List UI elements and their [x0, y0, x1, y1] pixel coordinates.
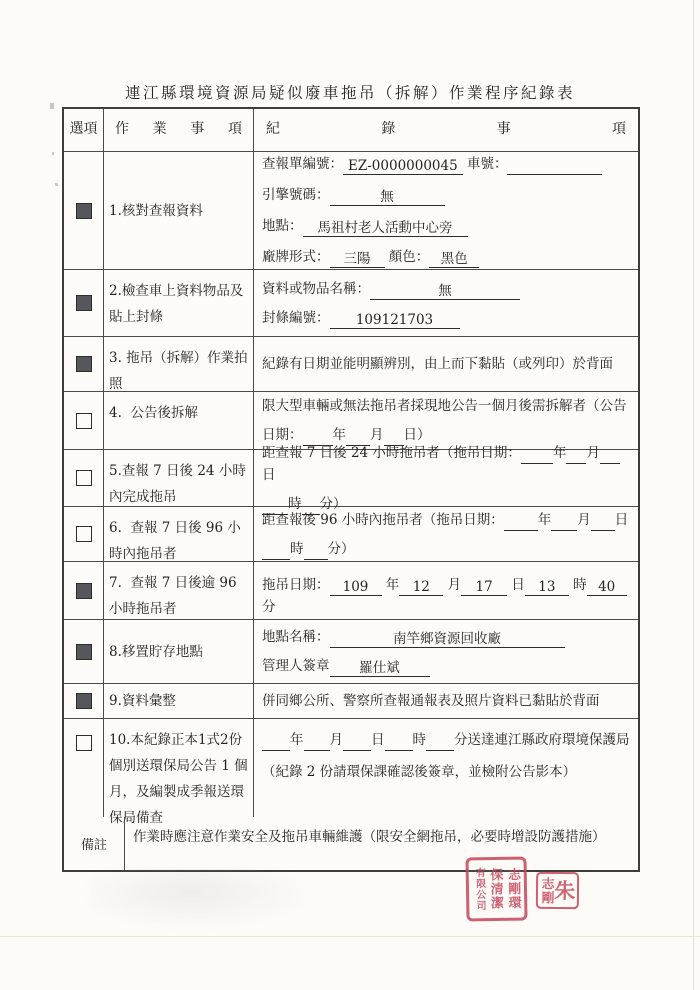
blank-underline-field	[304, 736, 330, 751]
record-value-underlined: 無	[330, 186, 445, 206]
blank-underline-field	[426, 736, 454, 751]
record-line	[262, 442, 632, 486]
record-text: 日	[507, 577, 525, 593]
record-line	[262, 761, 632, 783]
record-value-underlined: 13	[525, 576, 569, 596]
record-text: 封條編號：	[262, 309, 330, 326]
record-cell	[254, 270, 638, 336]
task-cell	[104, 270, 254, 336]
record-line	[262, 184, 632, 206]
record-text: 查報單編號：	[262, 156, 343, 172]
scan-paper-edge-horizontal	[0, 936, 700, 937]
seal-stamp-text: 志剛	[538, 876, 554, 905]
record-text: 月	[577, 511, 591, 528]
record-value-underlined: 黑色	[429, 248, 479, 268]
company-seal-stamp	[465, 856, 527, 921]
seal-stamp-text: 朱	[554, 877, 576, 904]
option-cell	[64, 507, 104, 561]
record-text: 月	[329, 732, 343, 748]
record-cell	[254, 444, 638, 512]
record-value-underlined: 無	[370, 280, 520, 300]
remarks-label: 備註	[64, 817, 125, 870]
remarks-row	[64, 817, 638, 870]
blank-underline-field	[591, 516, 615, 531]
blank-underline-field	[521, 449, 553, 464]
scan-noise	[88, 868, 318, 930]
record-text: 月	[586, 444, 600, 461]
record-text: 廠牌形式：	[262, 249, 330, 265]
procedure-record-table	[62, 107, 640, 872]
record-text: 管理人簽章	[262, 658, 330, 674]
record-text: 日）	[403, 427, 431, 443]
task-label: 9.資料彙整	[109, 693, 176, 709]
blank-underline-field	[600, 449, 620, 464]
record-text: 顏色：	[384, 249, 430, 265]
table-row	[64, 507, 638, 562]
checkbox-checked	[76, 295, 92, 311]
task-label: 8.移置貯存地點	[109, 643, 203, 660]
record-value-underlined: EZ-0000000045	[343, 155, 463, 175]
record-cell	[254, 337, 638, 391]
task-cell	[104, 152, 254, 269]
record-text: 拖吊日期：	[262, 577, 330, 593]
task-cell	[104, 507, 254, 561]
task-label: 5.查報 7 日後 24 小時內完成拖吊	[109, 463, 246, 505]
seal-stamp-text: 有限公司	[473, 867, 486, 912]
scan-noise	[55, 183, 58, 186]
record-text: 時	[288, 495, 302, 512]
record-line	[262, 153, 632, 175]
blank-underline-field	[504, 516, 538, 531]
record-text: 分）	[327, 540, 355, 557]
task-label: 2.檢查車上資料物品及貼上封條	[109, 283, 244, 325]
option-cell	[64, 620, 104, 683]
task-label: 3. 拖吊（拆解）作業拍照	[109, 350, 248, 392]
form-title: 連江縣環境資源局疑似廢車拖吊（拆解）作業程序紀錄表	[124, 84, 575, 102]
record-line	[262, 509, 632, 531]
checkbox-checked	[76, 583, 92, 599]
record-text: 月	[370, 427, 384, 443]
record-text: 時	[568, 577, 587, 593]
record-cell	[254, 719, 638, 817]
record-text: 日	[262, 466, 276, 483]
checkbox-unchecked	[76, 413, 92, 429]
record-line	[262, 353, 632, 375]
record-text: 月	[443, 577, 462, 593]
task-label: 10.本紀錄正本1式2份個別送環保局公告 1 個月，及編製成季報送環保局備查	[109, 732, 248, 826]
record-text: 距查報 7 日後 24 小時拖吊者（拖吊日期：	[262, 444, 521, 461]
record-text: 限大型車輛或無法拖吊者採現地公告一個月後需拆解者（公告	[262, 398, 627, 414]
record-value-underlined: 南竿鄉資源回收廠	[330, 628, 565, 648]
blank-underline-field	[304, 545, 328, 560]
record-text: 資料或物品名稱：	[262, 280, 370, 297]
record-value-underlined: 40	[587, 576, 627, 596]
record-text: 紀錄有日期並能明顯辨別，由上而下黏貼（或列印）於背面	[262, 356, 613, 372]
blank-underline-field	[262, 545, 290, 560]
record-value-underlined: 馬祖村老人活動中心旁	[303, 217, 468, 237]
task-cell	[104, 562, 254, 619]
record-cell	[254, 620, 638, 683]
record-text: 車號：	[462, 156, 508, 172]
task-cell	[104, 684, 254, 718]
record-cell	[254, 152, 638, 269]
task-label: 7. 查報 7 日後逾 96 小時拖吊者	[109, 575, 241, 617]
option-cell	[64, 392, 104, 449]
record-text: （紀錄 2 份請環保課確認後簽章，並檢附公告影本）	[262, 764, 577, 780]
table-row	[64, 444, 638, 512]
scan-noise	[52, 152, 54, 155]
record-cell	[254, 392, 638, 449]
record-cell	[254, 684, 638, 718]
record-text: 地點名稱：	[262, 629, 330, 645]
record-line	[262, 538, 632, 560]
record-text: 距查報後 96 小時內拖吊者（拖吊日期：	[262, 511, 504, 528]
checkbox-unchecked	[76, 735, 92, 751]
option-cell	[64, 450, 104, 506]
scan-paper-edge-vertical	[693, 0, 694, 990]
table-row	[64, 620, 638, 684]
option-cell	[64, 152, 104, 269]
remarks-text: 作業時應注意作業安全及拖吊車輛維護（限安全網拖吊，必要時增設防護措施）	[133, 829, 606, 845]
table-row	[64, 719, 638, 826]
personal-seal-stamp	[536, 872, 579, 909]
seal-stamp-text: 志剛環	[504, 867, 521, 910]
checkbox-checked	[76, 693, 92, 709]
blank-underline-field	[262, 736, 290, 751]
record-text: 年	[381, 577, 400, 593]
record-value-underlined: 12	[399, 576, 443, 596]
record-line	[262, 574, 632, 618]
table-row	[64, 562, 638, 620]
record-text: 時	[290, 540, 304, 557]
record-cell	[254, 562, 638, 619]
record-line	[262, 626, 632, 648]
record-text: 分）	[319, 495, 347, 512]
record-line	[262, 246, 632, 268]
task-cell	[104, 719, 254, 826]
record-text: 引擎號碼：	[262, 187, 330, 203]
record-value-underlined: 三陽	[330, 248, 385, 268]
record-value-underlined: 109	[330, 576, 382, 596]
checkbox-checked	[76, 356, 92, 372]
record-line	[262, 307, 632, 329]
record-line	[262, 395, 632, 417]
checkbox-checked	[76, 644, 92, 660]
checkbox-checked	[76, 203, 92, 219]
record-text: 日	[371, 732, 385, 748]
header-task-column: 作業事項	[104, 109, 254, 151]
record-text: 年	[290, 732, 304, 748]
record-text: 分	[262, 577, 631, 615]
option-cell	[64, 337, 104, 391]
record-line	[262, 655, 632, 677]
seal-stamp-text: 保清潔	[487, 867, 503, 911]
header-option-column: 選項	[64, 109, 104, 151]
record-text: 分送達連江縣政府環境保護局	[454, 732, 630, 748]
table-header-row	[64, 109, 638, 152]
task-cell	[104, 620, 254, 683]
table-row	[64, 270, 638, 337]
task-cell	[104, 337, 254, 391]
record-value-underlined: 109121703	[330, 309, 460, 329]
record-value-underlined: 羅仕斌	[330, 657, 430, 677]
option-cell	[64, 562, 104, 619]
blank-underline-field	[566, 449, 586, 464]
task-label: 1.核對查報資料	[109, 202, 203, 219]
record-value-underlined: 17	[461, 576, 507, 596]
record-text: 日期：	[262, 427, 303, 443]
task-label: 4. 公告後拆解	[109, 405, 198, 421]
table-row	[64, 337, 638, 392]
task-cell	[104, 450, 254, 506]
record-line	[262, 729, 632, 751]
option-cell	[64, 719, 104, 817]
blank-underline-field	[385, 736, 413, 751]
record-text: 年	[332, 427, 346, 443]
table-row	[64, 684, 638, 719]
record-text: 併同鄉公所、警察所查報通報表及照片資料已黏貼於背面	[262, 693, 600, 709]
scan-noise	[50, 103, 54, 109]
record-cell	[254, 507, 638, 561]
record-line	[262, 278, 632, 300]
record-text: 日	[614, 511, 629, 528]
blank-underline-field	[507, 155, 602, 175]
option-cell	[64, 684, 104, 718]
task-label: 6. 查報 7 日後 96 小時內拖吊者	[109, 520, 241, 562]
task-cell	[104, 392, 254, 449]
record-text: 年	[537, 511, 552, 528]
option-cell	[64, 270, 104, 336]
checkbox-unchecked	[76, 470, 92, 486]
table-row	[64, 152, 638, 270]
header-record-column: 紀錄事項	[266, 121, 626, 137]
blank-underline-field	[551, 516, 577, 531]
record-line	[262, 215, 632, 237]
record-text: 年	[552, 444, 567, 461]
blank-underline-field	[343, 736, 371, 751]
record-text: 時	[412, 732, 426, 748]
record-text: 地點：	[262, 218, 303, 234]
record-line	[262, 690, 632, 712]
checkbox-unchecked	[76, 526, 92, 542]
